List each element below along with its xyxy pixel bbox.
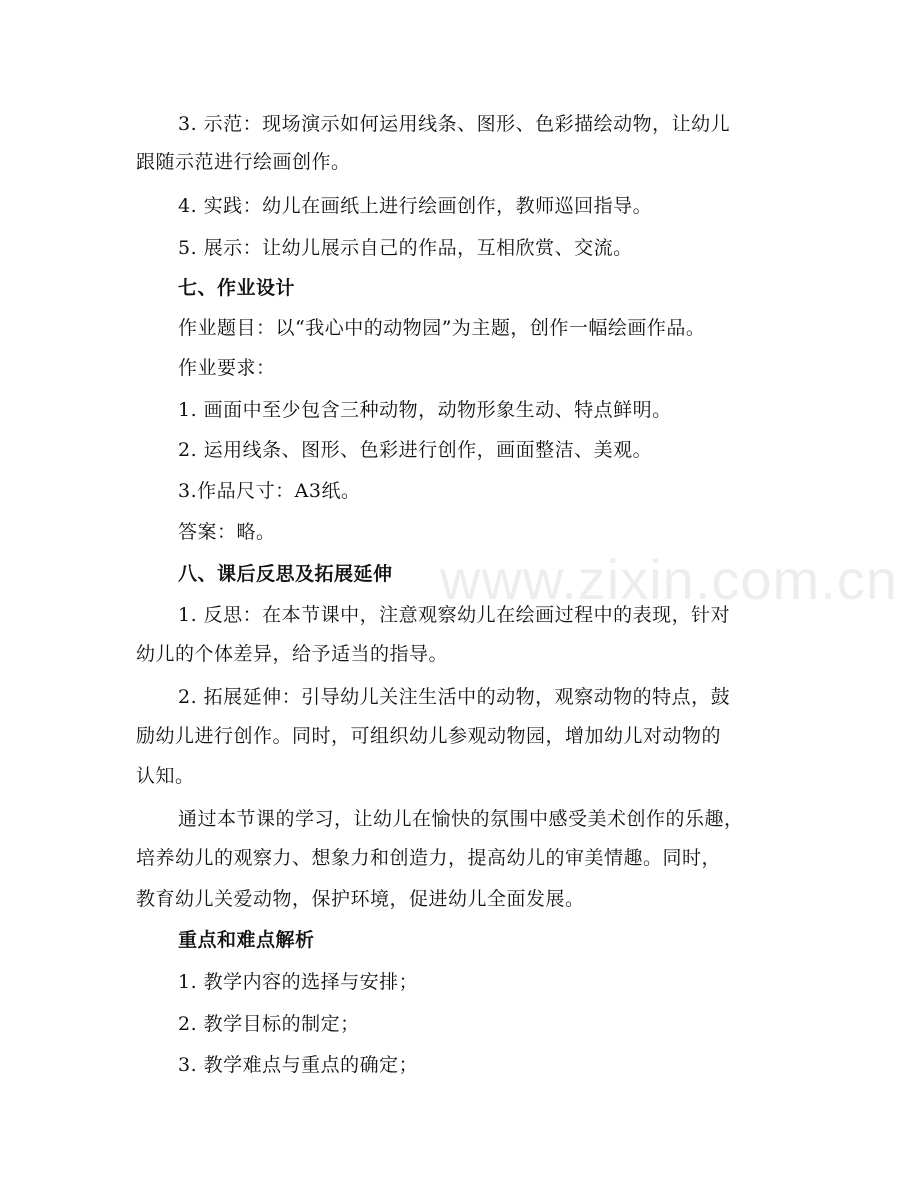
text-line: 4. 实践：幼儿在画纸上进行绘画创作，教师巡回指导。 [178,195,653,217]
text-line: 1. 教学内容的选择与安排； [178,971,419,993]
text-line: 2. 运用线条、图形、色彩进行创作，画面整洁、美观。 [178,439,653,461]
text-line: 幼儿的个体差异，给予适当的指导。 [136,643,449,665]
section-heading: 八、课后反思及拓展延伸 [178,563,393,585]
text-line: 作业题目：以“我心中的动物园”为主题，创作一幅绘画作品。 [178,317,706,339]
text-line: 2. 教学目标的制定； [178,1013,360,1035]
text-line: 3. 示范：现场演示如何运用线条、图形、色彩描绘动物，让幼儿 [178,113,731,135]
text-line: 1. 反思：在本节课中，注意观察幼儿在绘画过程中的表现，针对 [178,604,731,626]
text-line: 1. 画面中至少包含三种动物，动物形象生动、特点鲜明。 [178,399,672,421]
text-line: 3. 教学难点与重点的确定； [178,1054,419,1076]
section-heading: 重点和难点解析 [178,929,315,951]
section-heading: 七、作业设计 [178,277,296,299]
text-line: 作业要求： [178,357,276,379]
text-line: 认知。 [136,765,195,787]
watermark: www.zixin.com.cn [440,548,898,611]
text-line: 5. 展示：让幼儿展示自己的作品，互相欣赏、交流。 [178,237,633,259]
text-line: 2. 拓展延伸：引导幼儿关注生活中的动物，观察动物的特点，鼓 [178,686,731,708]
text-line: 培养幼儿的观察力、想象力和创造力，提高幼儿的审美情趣。同时， [136,847,722,869]
text-line: 励幼儿进行创作。同时，可组织幼儿参观动物园，增加幼儿对动物的 [136,725,722,747]
text-line: 教育幼儿关爱动物，保护环境，促进幼儿全面发展。 [136,888,585,910]
text-line: 跟随示范进行绘画创作。 [136,151,351,173]
text-line: 通过本节课的学习，让幼儿在愉快的氛围中感受美术创作的乐趣， [178,808,744,830]
text-line: 3.作品尺寸：A3纸。 [178,480,361,502]
text-line: 答案：略。 [178,521,276,543]
